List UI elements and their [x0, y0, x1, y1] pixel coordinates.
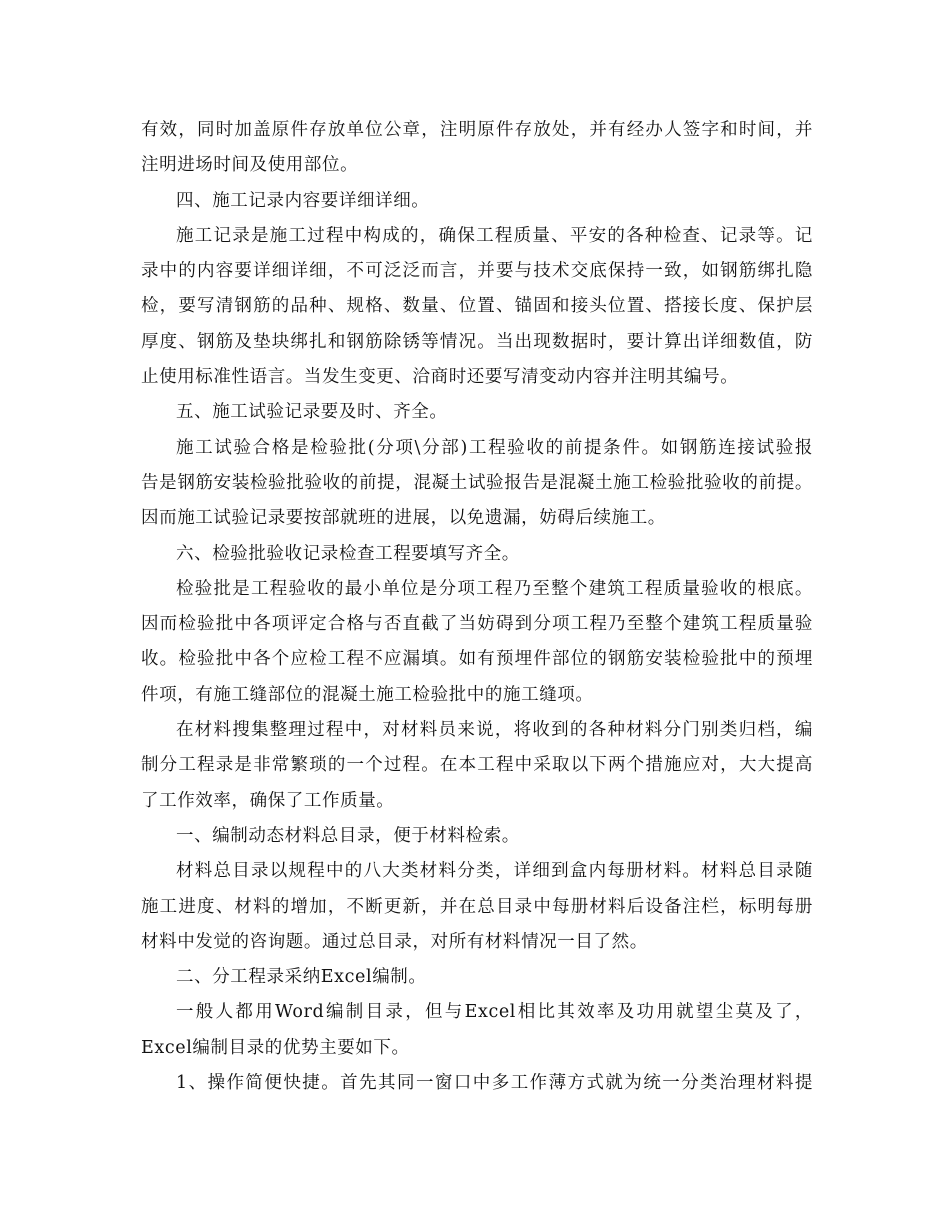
- text-line: 五、施工试验记录要及时、齐全。: [176, 402, 448, 423]
- text-line: Excel编制目录的优势主要如下。: [141, 1037, 410, 1058]
- text-line: 在材料搜集整理过程中，对材料员来说，将收到的各种材料分门别类归档，编: [176, 720, 813, 741]
- text-line: 二、分工程录采纳Excel编制。: [176, 967, 427, 988]
- text-line: 收。检验批中各个应检工程不应漏填。如有预埋件部位的钢筋安装检验批中的预埋: [141, 649, 813, 670]
- text-line: 六、检验批验收记录检查工程要填写齐全。: [176, 543, 520, 564]
- text-line: 厚度、钢筋及垫块绑扎和钢筋除锈等情况。当出现数据时，要计算出详细数值，防: [141, 331, 813, 352]
- text-line: 1、操作简便快捷。首先其同一窗口中多工作薄方式就为统一分类治理材料提: [176, 1073, 813, 1094]
- text-line: 材料总目录以规程中的八大类材料分类，详细到盒内每册材料。材料总目录随: [176, 861, 813, 882]
- text-line: 四、施工记录内容要详细详细。: [176, 190, 430, 211]
- text-line: 件项，有施工缝部位的混凝土施工检验批中的施工缝项。: [141, 684, 594, 705]
- text-line: 有效，同时加盖原件存放单位公章，注明原件存放处，并有经办人签字和时间，并: [141, 120, 813, 140]
- text-line: 因而检验批中各项评定合格与否直截了当妨碍到分项工程乃至整个建筑工程质量验: [141, 614, 813, 635]
- text-line: 检，要写清钢筋的品种、规格、数量、位置、锚固和接头位置、搭接长度、保护层: [141, 296, 813, 317]
- document-body: [141, 113, 813, 1101]
- text-line: 材料中发觉的咨询题。通过总目录，对所有材料情况一目了然。: [141, 931, 648, 952]
- text-line: 注明进场时间及使用部位。: [141, 155, 359, 176]
- text-line: 施工试验合格是检验批(分项\分部)工程验收的前提条件。如钢筋连接试验报: [176, 437, 813, 458]
- text-line: 制分工程录是非常繁琐的一个过程。在本工程中采取以下两个措施应对，大大提高: [141, 755, 813, 776]
- text-line: 一、编制动态材料总目录，便于材料检索。: [176, 825, 520, 846]
- text-line: 了工作效率，确保了工作质量。: [141, 790, 395, 811]
- text-line: 止使用标准性语言。当发生变更、洽商时还要写清变动内容并注明其编号。: [141, 367, 739, 388]
- text-line: 录中的内容要详细详细，不可泛泛而言，并要与技术交底保持一致，如钢筋绑扎隐: [141, 261, 813, 282]
- text-line: 施工进度、材料的增加，不断更新，并在总目录中每册材料后设备注栏，标明每册: [141, 896, 813, 917]
- text-line: 检验批是工程验收的最小单位是分项工程乃至整个建筑工程质量验收的根底。: [176, 578, 813, 599]
- text-line: 施工记录是施工过程中构成的，确保工程质量、平安的各种检查、记录等。记: [176, 225, 813, 246]
- text-line: 一般人都用Word编制目录，但与Excel相比其效率及功用就望尘莫及了，: [176, 1002, 813, 1023]
- text-line: 告是钢筋安装检验批验收的前提，混凝土试验报告是混凝土施工检验批验收的前提。: [141, 472, 813, 493]
- text-line: 因而施工试验记录要按部就班的进展，以免遗漏，妨碍后续施工。: [141, 508, 666, 529]
